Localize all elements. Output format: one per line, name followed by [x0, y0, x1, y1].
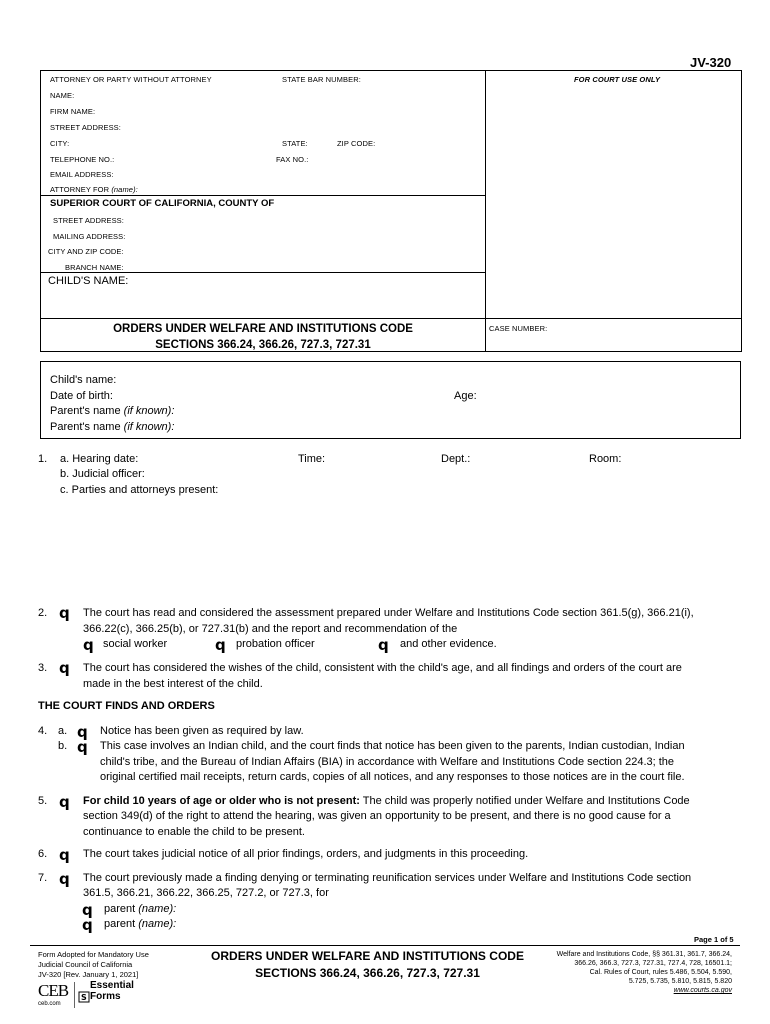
- caption-title: [40, 321, 486, 353]
- courts-link[interactable]: www.courts.ca.gov: [673, 987, 732, 994]
- time-label: Time:: [298, 453, 326, 465]
- logo-divider: [74, 982, 75, 1008]
- page-number: Page 1 of 5: [694, 935, 734, 944]
- attorney-for-line: [50, 185, 138, 194]
- item5-bold-lead: For child 10 years of age or older who is not present:: [83, 795, 360, 807]
- parent-name-1-label: Parent's name: [50, 405, 121, 417]
- item3-line2: made in the best interest of the child.: [83, 678, 263, 690]
- parent-name-1: [50, 404, 174, 420]
- caption-divider: [485, 70, 486, 351]
- item5-line3: continuance to enable the child to be present.: [83, 826, 305, 838]
- footer-cite-2: 366.26, 366.3, 727.3, 727.31, 727.4, 728, 16501.1;: [574, 960, 732, 967]
- item3-line1: The court has considered the wishes of the child, consistent with the child's age, and all findings and orders of the court are: [83, 662, 682, 674]
- item7-line2: 361.5, 366.21, 366.22, 366.25, 727.2, or 727.3, for: [83, 887, 329, 899]
- telephone-label: TELEPHONE NO.:: [50, 155, 115, 164]
- essential-forms-logo: [90, 980, 134, 1002]
- form-adopted-block: [38, 950, 149, 980]
- caption-box: [40, 70, 742, 352]
- item6-checkbox[interactable]: q: [59, 846, 70, 864]
- parent2-label: parent: [104, 918, 136, 930]
- caption-rule-2: [40, 272, 486, 273]
- court-title: SUPERIOR COURT OF CALIFORNIA, COUNTY OF: [50, 198, 275, 209]
- caption-rule-1: [40, 195, 486, 196]
- item4-number: 4.: [38, 725, 48, 737]
- item4b-line2: child's tribe, and the Bureau of Indian Affairs (BIA) in accordance with Welfare and Institutions Code section 224.3; the: [100, 756, 675, 768]
- essential-forms-line1: Essential: [90, 980, 134, 991]
- room-label: Room:: [589, 453, 622, 465]
- branch-label: BRANCH NAME:: [65, 263, 124, 272]
- parent1-line: [104, 902, 176, 918]
- footer-title-line2: SECTIONS 366.24, 366.26, 727.3, 727.31: [255, 966, 480, 980]
- name-label: NAME:: [50, 91, 75, 100]
- city-zip-label: CITY AND ZIP CODE:: [48, 247, 124, 256]
- footer-rule: [30, 945, 740, 946]
- attorney-for-label: ATTORNEY FOR: [50, 185, 110, 194]
- footer-cite-4: 5.725, 5.735, 5.810, 5.815, 5.820: [628, 978, 732, 985]
- item6-number: 6.: [38, 848, 48, 860]
- item2-checkbox[interactable]: q: [59, 604, 70, 622]
- item2-number: 2.: [38, 607, 48, 619]
- item5-line2: section 349(d) of the right to attend the hearing, was given an opportunity to be present, and there is no good cause for a: [83, 810, 671, 822]
- item4b-line3: original certified mail receipts, return cards, copies of all notices, and any responses to those notices are in the court file.: [100, 771, 685, 783]
- item4a-checkbox[interactable]: q: [77, 723, 88, 741]
- attorney-for-name-label: (name):: [111, 185, 138, 194]
- child-name-field: Child's name:: [50, 374, 117, 386]
- footer-title-line1: ORDERS UNDER WELFARE AND INSTITUTIONS CODE: [211, 949, 524, 963]
- ceb-logo: CEB: [38, 981, 69, 1000]
- item4a-label: a.: [58, 725, 68, 737]
- firm-label: FIRM NAME:: [50, 107, 96, 116]
- mailing-label: MAILING ADDRESS:: [53, 232, 126, 241]
- attorney-label: ATTORNEY OR PARTY WITHOUT ATTORNEY: [50, 75, 212, 84]
- other-evidence-label: and other evidence.: [400, 638, 497, 650]
- dob-field: Date of birth:: [50, 390, 113, 402]
- item7-line1: The court previously made a finding denying or terminating reunification services under Welfare and Institutions Code section: [83, 872, 692, 884]
- footer-cite-3: Cal. Rules of Court, rules 5.486, 5.504, 5.590,: [589, 969, 732, 976]
- essential-forms-icon: [78, 985, 90, 1003]
- parent1-name-label: (name):: [138, 903, 177, 915]
- parent1-checkbox[interactable]: q: [82, 901, 93, 919]
- parent2-line: [104, 917, 176, 933]
- fax-label: FAX NO.:: [276, 155, 309, 164]
- form-adopted-line3: JV-320 [Rev. January 1, 2021]: [38, 970, 139, 979]
- svg-text:S: S: [81, 993, 87, 1002]
- parent1-label: parent: [104, 903, 136, 915]
- hearing-date-label: a. Hearing date:: [60, 453, 139, 465]
- essential-forms-line2: Forms: [90, 991, 121, 1002]
- item7-checkbox[interactable]: q: [59, 870, 70, 888]
- parent2-checkbox[interactable]: q: [82, 916, 93, 934]
- caption-title-line2: SECTIONS 366.24, 366.26, 727.3, 727.31: [155, 339, 371, 351]
- item4b-label: b.: [58, 740, 68, 752]
- item5-line1-rest: The child was properly notified under Welfare and Institutions Code: [359, 795, 690, 807]
- street-label: STREET ADDRESS:: [50, 123, 121, 132]
- state-bar-label: STATE BAR NUMBER:: [282, 75, 361, 84]
- footer-cite-1: Welfare and Institutions Code, §§ 361.31, 361.7, 366.24,: [556, 951, 732, 958]
- footer-title: [200, 948, 535, 982]
- dept-label: Dept.:: [441, 453, 471, 465]
- item7-number: 7.: [38, 872, 48, 884]
- age-field: Age:: [454, 390, 477, 402]
- item5-line1: [83, 794, 690, 810]
- item4b-checkbox[interactable]: q: [77, 738, 88, 756]
- case-number-label: CASE NUMBER:: [489, 324, 548, 333]
- form-id: JV-320: [690, 55, 732, 70]
- form-adopted-line2: Judicial Council of California: [38, 960, 133, 969]
- form-adopted-line1: Form Adopted for Mandatory Use: [38, 950, 149, 959]
- item3-number: 3.: [38, 662, 48, 674]
- email-label: EMAIL ADDRESS:: [50, 170, 114, 179]
- social-worker-checkbox[interactable]: q: [83, 636, 94, 654]
- court-use-label: FOR COURT USE ONLY: [574, 75, 661, 84]
- court-street-label: STREET ADDRESS:: [53, 216, 124, 225]
- findings-heading: THE COURT FINDS AND ORDERS: [38, 700, 215, 712]
- other-evidence-checkbox[interactable]: q: [378, 636, 389, 654]
- caption-title-line1: ORDERS UNDER WELFARE AND INSTITUTIONS CODE: [113, 323, 413, 335]
- city-label: CITY:: [50, 139, 70, 148]
- parent-name-2-label: Parent's name: [50, 421, 121, 433]
- item1-number: 1.: [38, 453, 48, 465]
- parent2-name-label: (name):: [138, 918, 177, 930]
- judicial-officer-label: b. Judicial officer:: [60, 468, 145, 480]
- ceb-com-text: ceb.com: [38, 1001, 61, 1007]
- footer-citations: [530, 950, 732, 995]
- state-label: STATE:: [282, 139, 308, 148]
- childs-name-label: CHILD'S NAME:: [48, 275, 129, 287]
- item5-number: 5.: [38, 795, 48, 807]
- item2-line1: The court has read and considered the assessment prepared under Welfare and Institutions Code section 361.5(g), 366.21(i),: [83, 607, 694, 619]
- parties-present-label: c. Parties and attorneys present:: [60, 484, 219, 496]
- item4a-text: Notice has been given as required by law.: [100, 725, 304, 737]
- social-worker-label: social worker: [103, 638, 168, 650]
- item3-checkbox[interactable]: q: [59, 659, 70, 677]
- item5-checkbox[interactable]: q: [59, 793, 70, 811]
- item6-text: The court takes judicial notice of all prior findings, orders, and judgments in this proceeding.: [83, 848, 529, 860]
- parent-name-2-qualifier: (if known):: [123, 421, 175, 433]
- zip-label: ZIP CODE:: [337, 139, 376, 148]
- probation-officer-label: probation officer: [236, 638, 315, 650]
- caption-rule-3: [40, 318, 741, 319]
- parent-name-2: [50, 420, 174, 436]
- item4b-line1: This case involves an Indian child, and the court finds that notice has been given to the parents, Indian custodian, Indian: [100, 740, 685, 752]
- parent-name-1-qualifier: (if known):: [123, 405, 175, 417]
- probation-officer-checkbox[interactable]: q: [215, 636, 226, 654]
- item2-line2: 366.22(c), 366.25(b), or 727.31(b) and the report and recommendation of the: [83, 623, 458, 635]
